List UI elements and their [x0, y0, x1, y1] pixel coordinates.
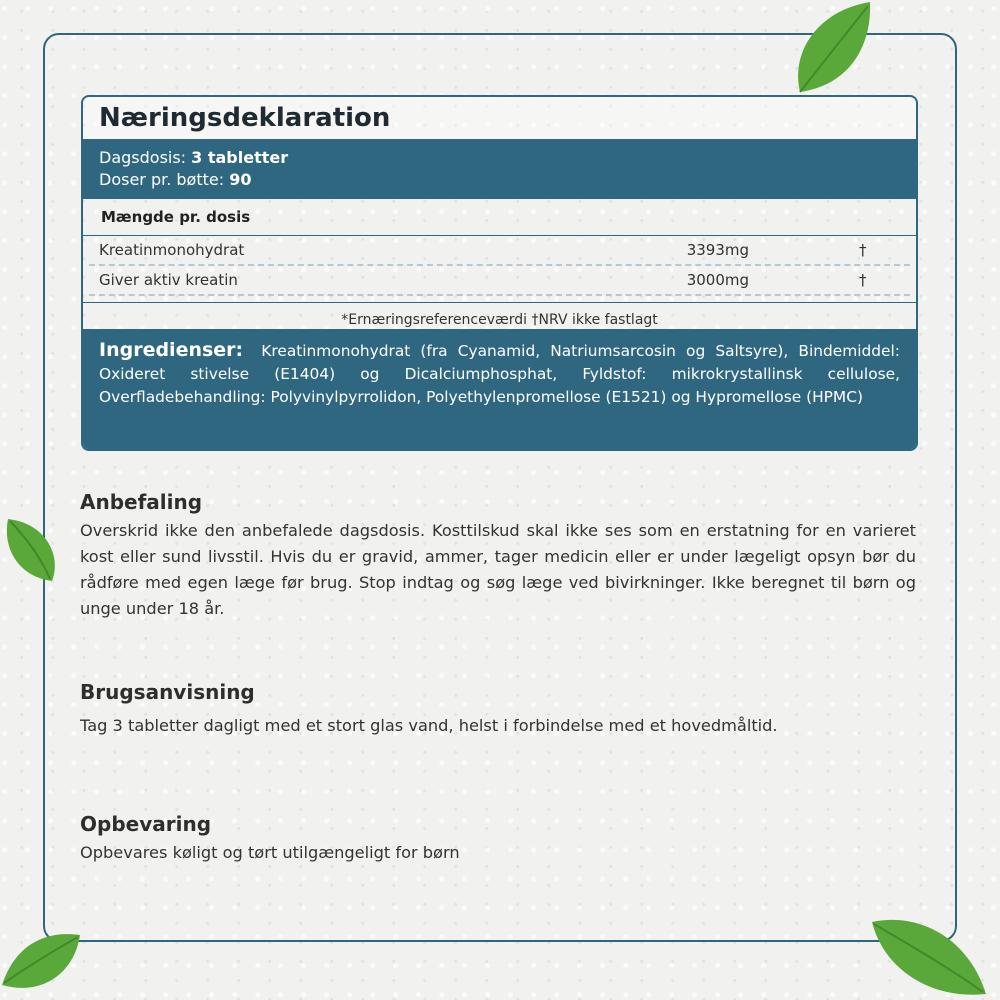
nutrient-amount: 3000mg [686, 271, 749, 289]
dose-band [83, 139, 916, 199]
recommendation-body: Overskrid ikke den anbefalede dagsdosis. Kosttilskud skal ikke ses som en erstatning for en varieret kost eller sund livsstil. Hvis du er gravid, ammer, tager medicin eller er under lægeligt opsyn bør du rådføre med egen læge før brug. Stop indtag og søg læge ved bivirkninger. Ikke beregnet til børn og unge under 18 år. [80, 521, 916, 618]
storage-body: Opbevares køligt og tørt utilgængeligt for børn [80, 843, 460, 862]
leaf-icon-left [0, 515, 62, 585]
usage-body: Tag 3 tabletter dagligt med et stort glas vand, helst i forbindelse med et hovedmåltid. [80, 716, 778, 735]
storage-title: Opbevaring [80, 812, 212, 836]
nrv-mark: † [859, 271, 867, 289]
nutrient-amount: 3393mg [686, 241, 749, 259]
footnote: *Ernæringsreferenceværdi †NRV ikke fastlagt [83, 302, 916, 337]
recommendation-title: Anbefaling [80, 490, 203, 514]
nutrient-name: Kreatinmonohydrat [99, 241, 245, 259]
doses-per-tub [99, 169, 900, 191]
nutrient-row [89, 266, 910, 296]
leaf-icon-bottom-left [0, 925, 82, 1000]
nutrition-label [81, 95, 918, 451]
daily-dose-label: Dagsdosis: [99, 148, 192, 167]
nutrient-row [89, 236, 910, 266]
label-title: Næringsdeklaration [83, 97, 916, 139]
doses-per-tub-value: 90 [229, 170, 252, 189]
leaf-icon-bottom-right [868, 912, 990, 1000]
ingredients-title: Ingredienser: [99, 339, 244, 361]
daily-dose-value: 3 tabletter [191, 148, 289, 167]
usage-title: Brugsanvisning [80, 680, 255, 704]
nrv-mark: † [859, 241, 867, 259]
daily-dose [99, 147, 900, 169]
ingredients-block [83, 329, 916, 451]
nutrient-name: Giver aktiv kreatin [99, 271, 238, 289]
ingredients-text: Kreatinmonohydrat (fra Cyanamid, Natriumsarcosin og Saltsyre), Bindemiddel: Oxideret stivelse (E1404) og Dicalciumphosphat, Fyldstof: mikrokrystallinsk cellulose, Overfladebehandling: Polyvinylpyrrolidon, Polyethylenpromellose (E1521) og Hypromellose (HPMC) [99, 342, 900, 406]
amount-header: Mængde pr. dosis [83, 199, 916, 236]
leaf-icon-top-right [780, 0, 880, 100]
doses-per-tub-label: Doser pr. bøtte: [99, 170, 230, 189]
